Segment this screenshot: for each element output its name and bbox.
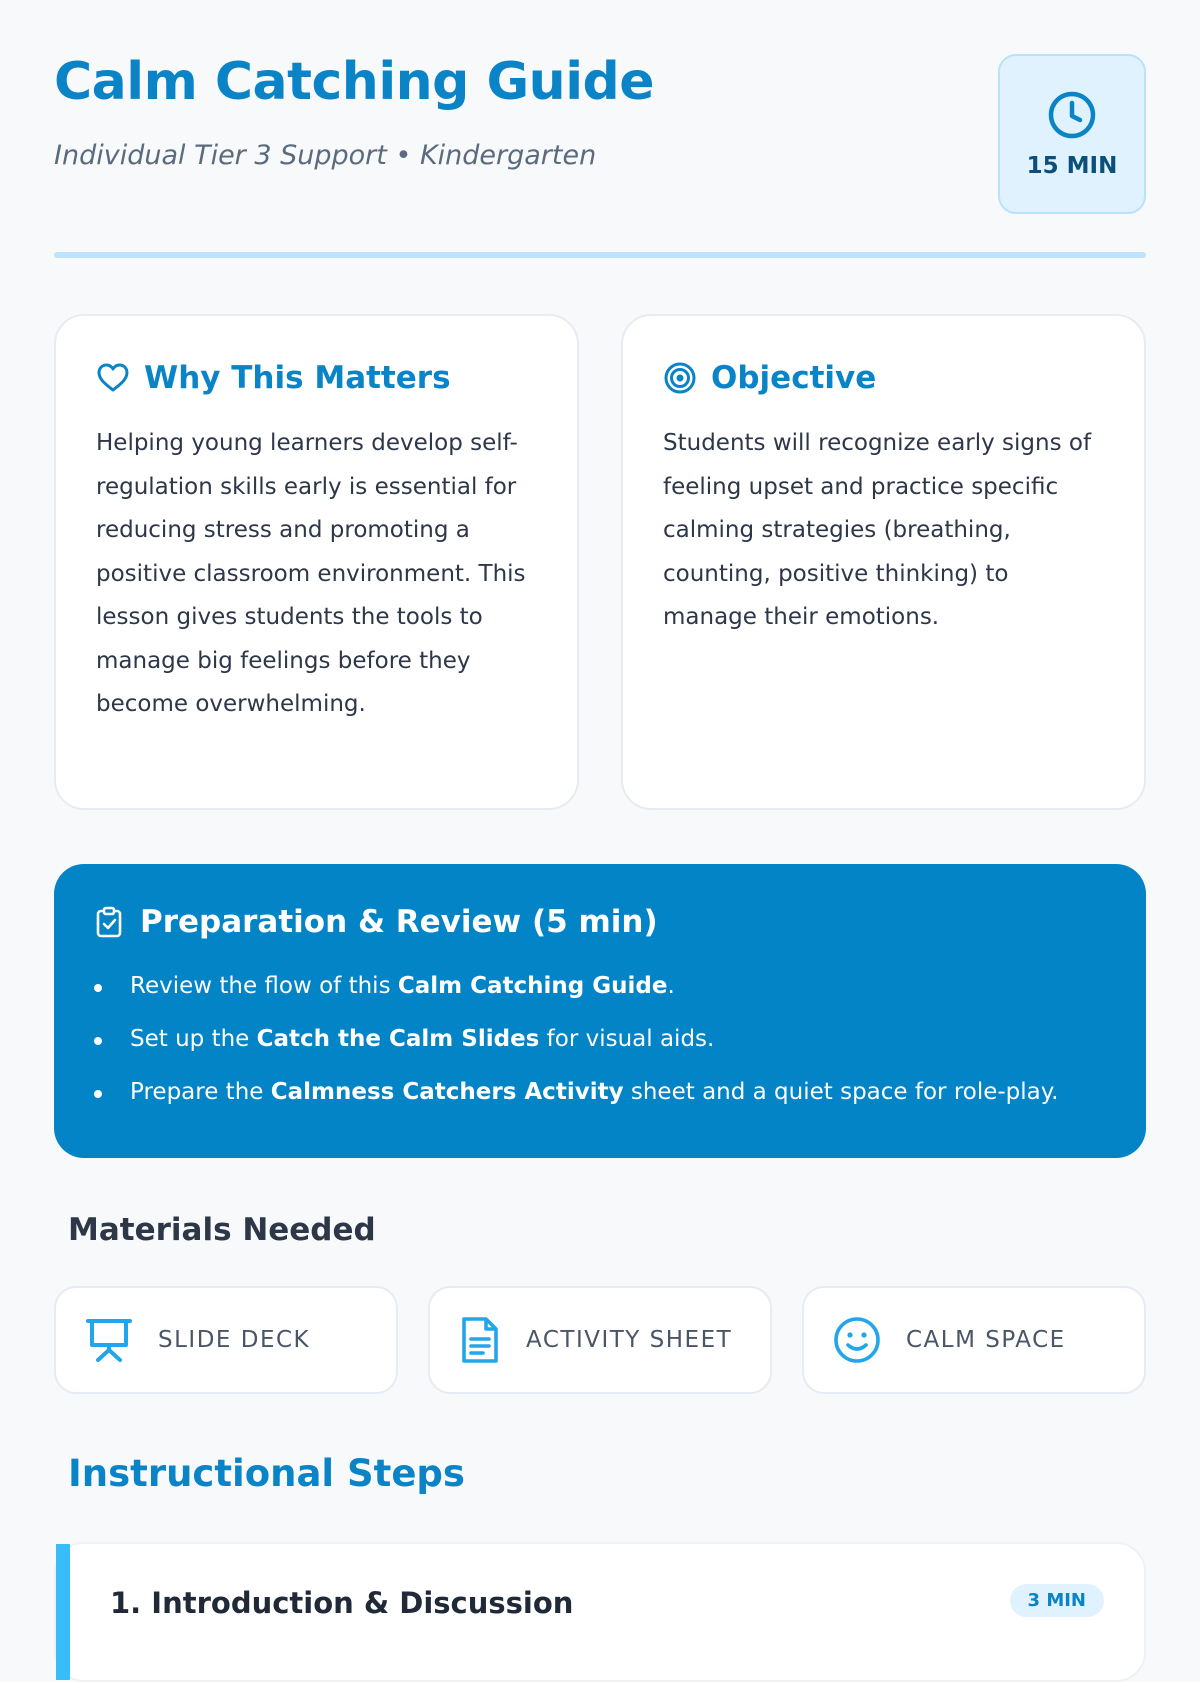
info-cards	[54, 314, 1146, 810]
objective-card	[621, 314, 1146, 810]
why-this-matters-card	[54, 314, 579, 810]
page-header	[54, 0, 1146, 260]
material-label: CALM SPACE	[906, 1327, 1066, 1353]
material-slide-deck	[54, 1286, 398, 1394]
target-icon	[663, 361, 697, 395]
preparation-header	[94, 904, 1106, 940]
step-card	[54, 1542, 1146, 1682]
material-label: ACTIVITY SHEET	[526, 1327, 733, 1353]
materials-heading: Materials Needed	[68, 1212, 376, 1248]
materials-list	[54, 1286, 1146, 1394]
material-calm-space	[802, 1286, 1146, 1394]
header-divider	[54, 252, 1146, 258]
preparation-item: Review the flow of this Calm Catching Guide.	[94, 960, 1106, 1013]
material-activity-sheet	[428, 1286, 772, 1394]
presentation-icon	[84, 1317, 134, 1363]
objective-card-title: Objective	[711, 360, 877, 396]
preparation-list	[94, 960, 1106, 1119]
instructional-steps-heading: Instructional Steps	[68, 1452, 465, 1495]
objective-card-body: Students will recognize early signs of feeling upset and practice specific calming strategies (breathing, counting, positive thinking) to manage their emotions.	[663, 430, 1092, 630]
page-title: Calm Catching Guide	[54, 52, 655, 112]
duration-text: 15 MIN	[1026, 153, 1118, 179]
clipboard-check-icon	[94, 905, 124, 939]
preparation-panel	[54, 864, 1146, 1158]
preparation-title: Preparation & Review (5 min)	[140, 904, 658, 940]
preparation-item: Set up the Catch the Calm Slides for visual aids.	[94, 1013, 1106, 1066]
step-duration-badge: 3 MIN	[1010, 1584, 1104, 1617]
clock-icon	[1046, 89, 1098, 141]
step-accent-bar	[56, 1544, 70, 1680]
material-label: SLIDE DECK	[158, 1327, 311, 1353]
preparation-item: Prepare the Calmness Catchers Activity sheet and a quiet space for role-play.	[94, 1066, 1106, 1119]
duration-badge	[998, 54, 1146, 214]
objective-card-header	[663, 360, 1104, 396]
smiley-icon	[832, 1315, 882, 1365]
why-card-header	[96, 360, 537, 396]
why-card-body: Helping young learners develop self-regulation skills early is essential for reducing stress and promoting a positive classroom environment. This lesson gives students the tools to manage big feelings before they become overwhelming.	[96, 430, 526, 717]
document-icon	[458, 1315, 502, 1365]
step-title: 1. Introduction & Discussion	[110, 1586, 574, 1620]
why-card-title: Why This Matters	[144, 360, 451, 396]
heart-icon	[96, 361, 130, 395]
page-subtitle: Individual Tier 3 Support • Kindergarten	[54, 140, 597, 171]
